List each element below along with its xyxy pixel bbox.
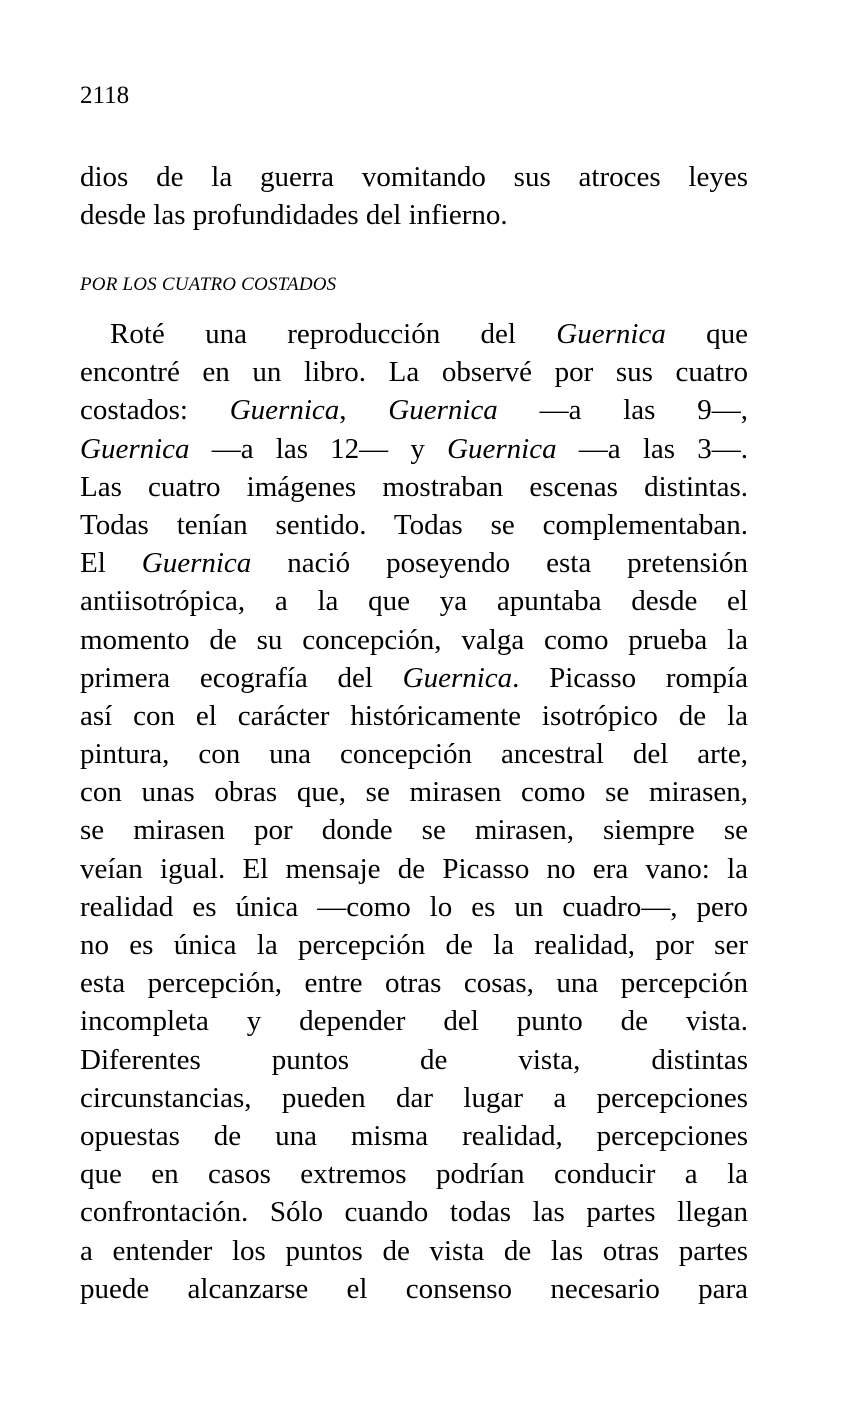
text-line [80,544,748,582]
text-segment: —a las 9—, [497,394,748,427]
text-line [80,811,748,849]
page-number: 2118 [80,82,130,109]
text-line [80,353,748,391]
text-segment: así con el carácter históricamente isotrópico de la [80,699,748,732]
text-line [80,888,748,926]
italic-title: Guernica [402,661,513,694]
text-line: dios de la guerra vomitando sus atroces leyes [80,161,748,193]
italic-title: Guernica [141,547,252,580]
text-segment: antiisotrópica, a la que ya apuntaba desde el [80,585,748,618]
text-line [80,506,748,544]
text-segment: con unas obras que, se mirasen como se mirasen, [80,776,748,809]
text-segment: primera ecografía del [80,661,403,694]
text-segment: se mirasen por donde se mirasen, siempre se [80,814,748,847]
text-segment: circunstancias, pueden dar lugar a percepciones [80,1081,748,1114]
text-line [80,468,748,506]
text-segment: costados: [80,394,230,427]
text-line [80,773,748,811]
italic-title: Guernica [229,394,340,427]
text-segment: a entender los puntos de vista de las otras partes [80,1234,748,1267]
text-line [80,1041,748,1079]
text-line [80,735,748,773]
text-line [80,1002,748,1040]
text-segment: no es única la percepción de la realidad, por ser [80,929,748,961]
text-segment: Diferentes puntos de vista, distintas [80,1043,748,1076]
text-segment: incompleta y depender del punto de vista. [80,1005,748,1038]
text-line [80,926,748,964]
text-segment: encontré en un libro. La observé por sus cuatro [80,356,748,389]
text-line [80,621,748,659]
text-line [80,1193,748,1231]
italic-title: Guernica [447,432,557,465]
body-paragraph [80,315,748,1308]
text-segment: . Picasso rompía [512,661,748,694]
intro-paragraph [80,158,748,234]
text-segment: puede alcanzarse el consenso necesario para [80,1272,748,1305]
italic-title: Guernica [388,394,498,427]
text-segment: nació poseyendo esta pretensión [251,547,748,580]
text-line [80,659,748,697]
italic-title: Guernica [80,432,190,465]
text-segment: , [339,394,389,427]
text-line [80,1117,748,1155]
text-segment: Todas tenían sentido. Todas se complementaban. [80,508,748,541]
text-segment: esta percepción, entre otras cosas, una percepción [80,967,748,1000]
text-line [80,964,748,1002]
text-line [80,1270,748,1308]
section-heading: POR LOS CUATRO COSTADOS [80,274,337,295]
text-line [80,430,748,468]
text-segment: —a las 12— y [189,432,448,465]
text-segment: opuestas de una misma realidad, percepciones [80,1119,748,1152]
text-segment: realidad es única —como lo es un cuadro—, pero [80,890,748,923]
text-segment: momento de su concepción, valga como prueba la [80,623,748,656]
text-segment: El [80,547,142,580]
text-segment: Las cuatro imágenes mostraban escenas distintas. [80,470,748,503]
text-segment: confrontación. Sólo cuando todas las partes llegan [80,1196,748,1229]
text-segment: pintura, con una concepción ancestral del arte, [80,738,748,771]
text-line [80,850,748,888]
text-line [80,1079,748,1117]
text-segment: que [665,318,749,350]
text-line [80,697,748,735]
text-segment: veían igual. El mensaje de Picasso no era vano: la [80,852,748,885]
italic-title: Guernica [556,318,666,350]
text-line [80,391,748,429]
text-line [80,582,748,620]
text-line [80,1232,748,1270]
text-line: desde las profundidades del infierno. [80,199,508,232]
text-segment: que en casos extremos podrían conducir a la [80,1158,748,1191]
text-segment: Roté una reproducción del [110,318,557,350]
text-segment: —a las 3—. [556,432,748,465]
text-line [80,1155,748,1193]
text-line [80,315,748,353]
